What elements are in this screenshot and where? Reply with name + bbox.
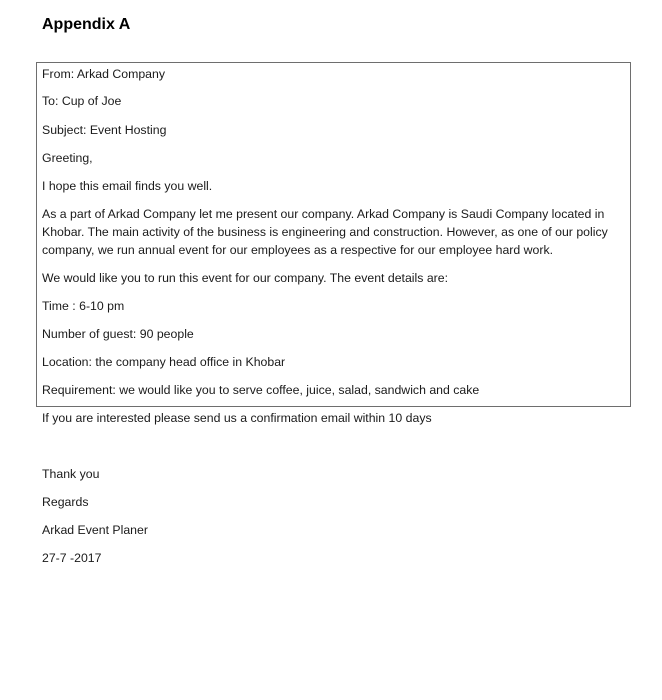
email-to: To: Cup of Joe	[42, 94, 122, 108]
email-intro-paragraph	[42, 205, 627, 259]
event-time: Time : 6-10 pm	[42, 299, 125, 313]
appendix-heading: Appendix A	[42, 16, 131, 33]
closing-regards: Regards	[42, 495, 89, 509]
email-from: From: Arkad Company	[42, 67, 166, 81]
signature: Arkad Event Planer	[42, 523, 148, 537]
confirmation-note: If you are interested please send us a confirmation email within 10 days	[42, 411, 432, 425]
email-subject: Subject: Event Hosting	[42, 123, 167, 137]
email-intro-line: company, we run annual event for our employees as a respective for our employee hard work.	[42, 243, 554, 257]
email-intro-line: Khobar. The main activity of the business is engineering and construction. However, as one of our policy	[42, 225, 608, 239]
event-location: Location: the company head office in Khobar	[42, 355, 286, 369]
email-intro-line: As a part of Arkad Company let me present our company. Arkad Company is Saudi Company located in	[42, 207, 605, 221]
letter-date: 27-7 -2017	[42, 551, 102, 565]
email-request: We would like you to run this event for our company. The event details are:	[42, 271, 449, 285]
event-requirement: Requirement: we would like you to serve coffee, juice, salad, sandwich and cake	[42, 383, 480, 397]
event-guests: Number of guest: 90 people	[42, 327, 194, 341]
email-opening: I hope this email finds you well.	[42, 179, 213, 193]
closing-thanks: Thank you	[42, 467, 100, 481]
email-greeting: Greeting,	[42, 151, 93, 165]
